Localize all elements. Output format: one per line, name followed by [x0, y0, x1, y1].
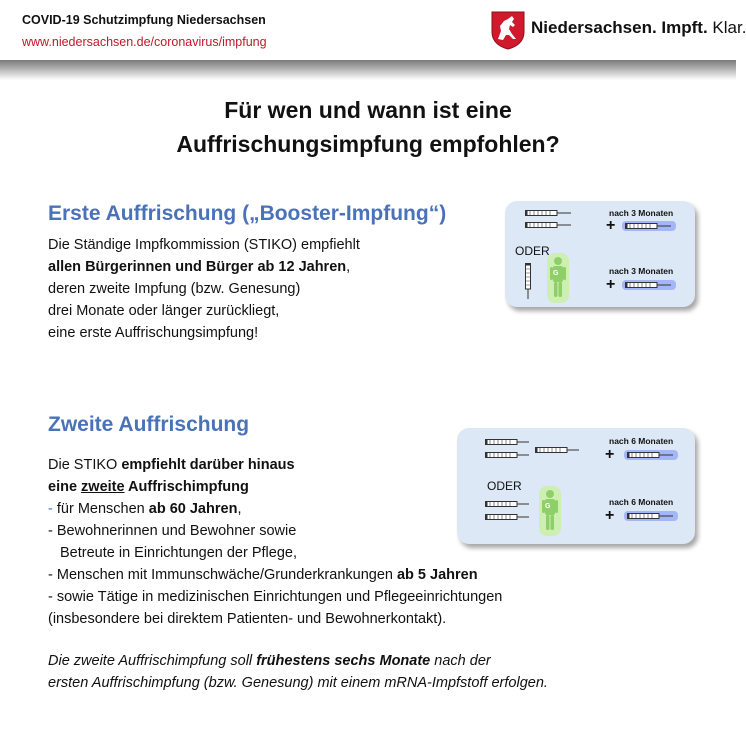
- section1-body: [48, 234, 360, 344]
- diagram-interval-label: nach 3 Monaten: [609, 266, 674, 276]
- closing-line: Die zweite Auffrischimpfung soll frühestens sechs Monate nach der: [48, 653, 491, 669]
- plus-sign: +: [605, 446, 615, 463]
- syringe-highlighted-icon: [622, 221, 676, 231]
- section1-line: deren zweite Impfung (bzw. Genesung): [48, 281, 301, 297]
- header-title: COVID-19 Schutzimpfung Niedersachsen: [22, 13, 266, 27]
- section1-line: allen Bürgerinnen und Bürger ab 12 Jahren,: [48, 259, 351, 275]
- diagram-or-label: ODER: [487, 479, 522, 493]
- recovered-person-icon: [539, 486, 561, 536]
- section-heading-first-booster: Erste Auffrischung („Booster-Impfung“): [48, 202, 447, 225]
- list-item-continuation: (insbesondere bei direktem Patienten- und Bewohnerkontakt).: [48, 611, 447, 627]
- syringe-icon: [525, 210, 571, 216]
- booster-diagram-panel-2: [457, 428, 695, 544]
- recovered-person-icon: [547, 253, 569, 303]
- syringe-icon: [535, 447, 579, 453]
- page-title: [0, 93, 736, 161]
- section2-line: Die STIKO empfiehlt darüber hinaus: [48, 457, 295, 473]
- section1-line: drei Monate oder länger zurückliegt,: [48, 303, 280, 319]
- page-title-line-2: Auffrischungsimpfung empfohlen?: [176, 131, 560, 157]
- syringe-icon: [485, 514, 529, 520]
- section1-line: eine erste Auffrischungsimpfung!: [48, 325, 259, 341]
- niedersachsen-horse-logo-icon: [490, 10, 526, 50]
- list-item-continuation: Betreute in Einrichtungen der Pflege,: [60, 545, 297, 561]
- diagram-or-label: ODER: [515, 244, 550, 258]
- list-item: - sowie Tätige in medizinischen Einrichtungen und Pflegeeinrichtungen: [48, 589, 503, 605]
- closing-note: [48, 650, 548, 694]
- header-shadow-divider: [0, 60, 736, 80]
- section-heading-second-booster: Zweite Auffrischung: [48, 413, 250, 436]
- diagram-interval-label: nach 3 Monaten: [609, 208, 674, 218]
- diagram-interval-label: nach 6 Monaten: [609, 497, 674, 507]
- section1-line: Die Ständige Impfkommission (STIKO) empfiehlt: [48, 237, 360, 253]
- header-url-link[interactable]: www.niedersachsen.de/coronavirus/impfung: [22, 35, 267, 49]
- person-letter: G: [553, 270, 559, 277]
- syringe-vertical-icon: [525, 263, 531, 299]
- list-item: - für Menschen ab 60 Jahren,: [48, 501, 242, 517]
- syringe-icon: [525, 222, 571, 228]
- list-item: - Bewohnerinnen und Bewohner sowie: [48, 523, 297, 539]
- list-item: - Menschen mit Immunschwäche/Grunderkrankungen ab 5 Jahren: [48, 567, 478, 583]
- section2-line: eine zweite Auffrischimpfung: [48, 479, 249, 495]
- syringe-icon: [485, 439, 529, 445]
- brand-slogan: Niedersachsen. Impft. Klar.: [531, 18, 746, 37]
- section2-body: [48, 454, 502, 630]
- syringe-highlighted-icon: [624, 511, 678, 521]
- syringe-icon: [485, 501, 529, 507]
- syringe-highlighted-icon: [622, 280, 676, 290]
- syringe-icon: [485, 452, 529, 458]
- page-title-line-1: Für wen und wann ist eine: [224, 97, 512, 123]
- closing-line: ersten Auffrischimpfung (bzw. Genesung) mit einem mRNA-Impfstoff erfolgen.: [48, 675, 548, 691]
- plus-sign: +: [606, 217, 616, 234]
- booster-diagram-panel-1: [505, 201, 695, 307]
- diagram-interval-label: nach 6 Monaten: [609, 436, 674, 446]
- plus-sign: +: [605, 507, 615, 524]
- plus-sign: +: [606, 276, 616, 293]
- syringe-highlighted-icon: [624, 450, 678, 460]
- person-letter: G: [545, 503, 551, 510]
